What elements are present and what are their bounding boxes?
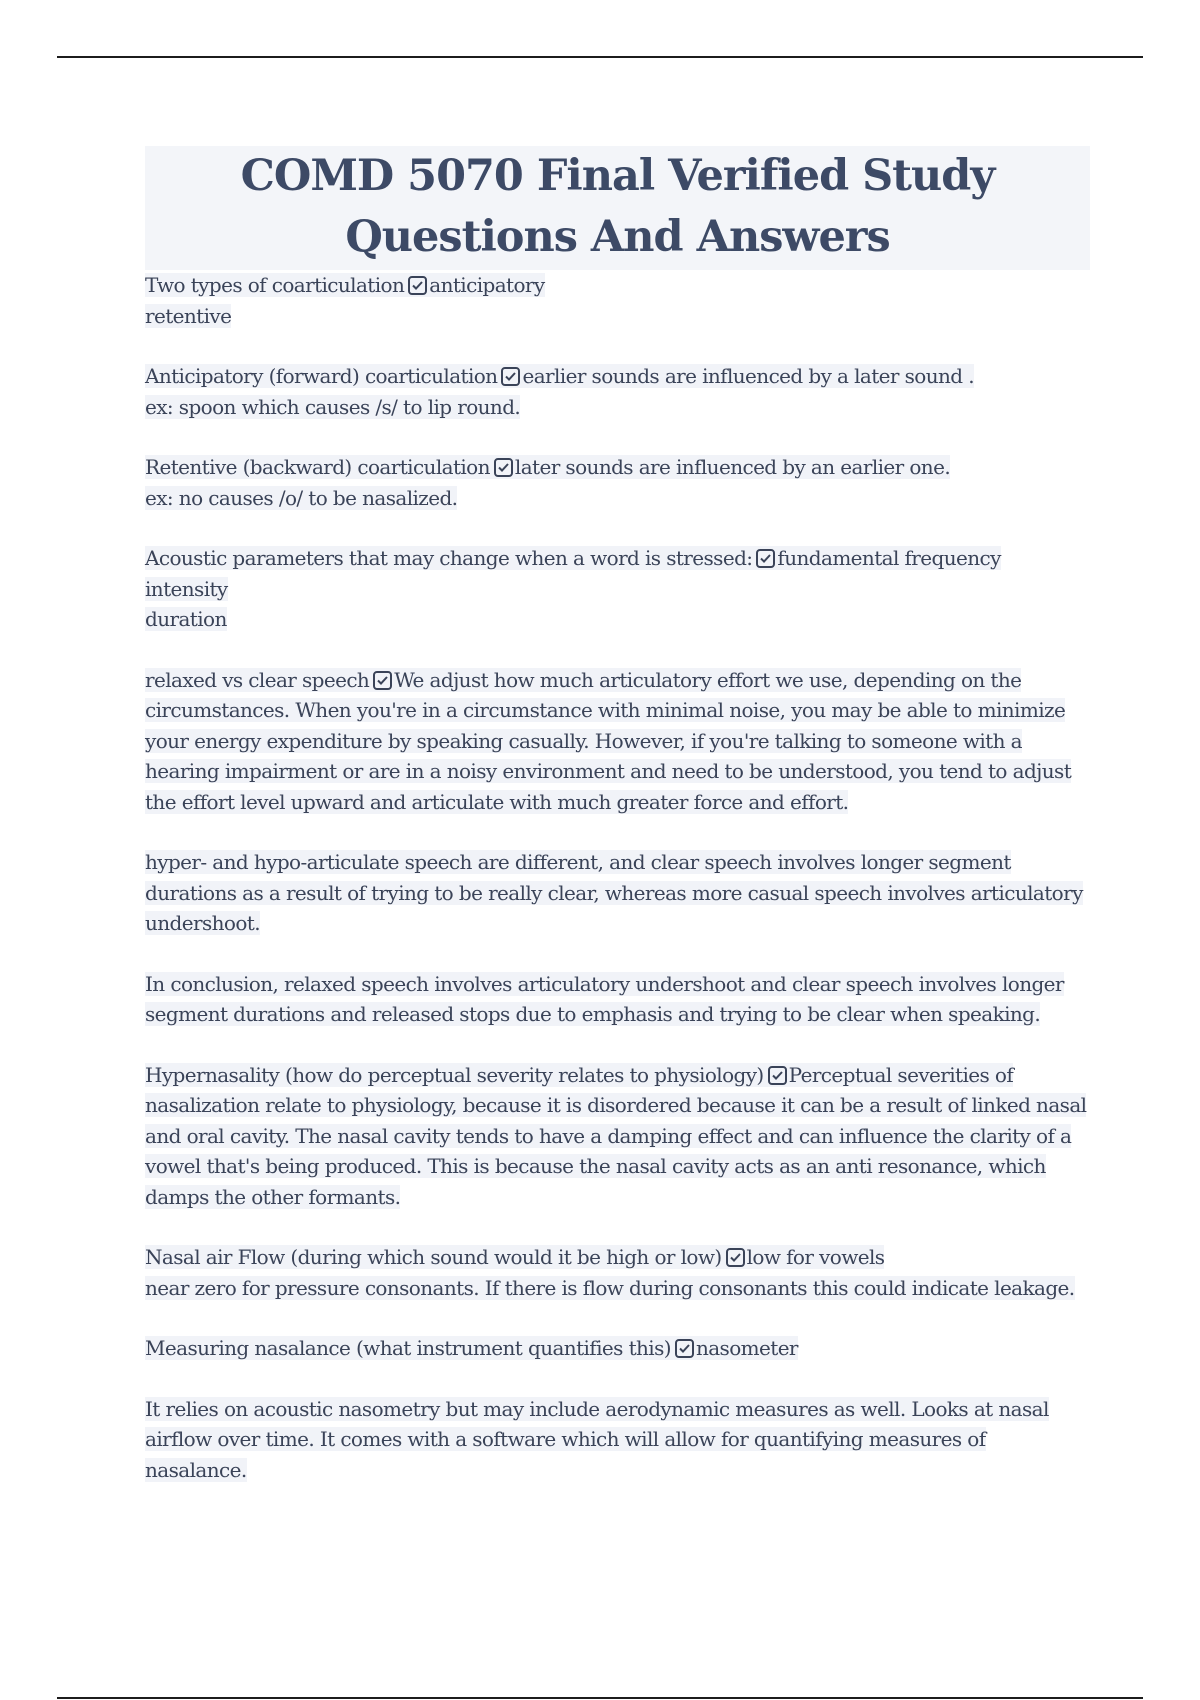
checkbox-checked-icon <box>756 549 775 568</box>
question-text: Acoustic parameters that may change when a word is stressed: <box>145 546 753 570</box>
question-text: Measuring nasalance (what instrument quantifies this) <box>145 1336 671 1360</box>
qa-item <box>145 1333 1090 1364</box>
checkbox-checked-icon <box>726 1248 745 1267</box>
qa-item <box>145 452 1090 513</box>
bottom-rule <box>57 1697 1143 1699</box>
answer-text: In conclusion, relaxed speech involves articulatory undershoot and clear speech involves longer segment durations and released stops due to emphasis and trying to be clear when speaking. <box>145 971 1064 1026</box>
top-rule <box>57 56 1143 58</box>
answer-text: hyper- and hypo-articulate speech are different, and clear speech involves longer segment durations as a result of trying to be really clear, whereas more casual speech involves articulatory undershoot. <box>145 850 1083 935</box>
answer-text: We adjust how much articulatory effort we use, depending on the circumstances. When you're in a circumstance with minimal noise, you may be able to minimize your energy expenditure by speaking casually. However, if you're talking to someone with a hearing impairment or are in a noisy environment and need to be understood, you tend to adjust the effort level upward and articulate with much greater force and effort. <box>145 667 1072 814</box>
answer-text: fundamental frequency <box>777 546 1001 570</box>
answer-text: retentive <box>145 303 232 328</box>
document-body <box>145 146 1090 1485</box>
checkbox-checked-icon <box>675 1339 694 1358</box>
question-text: Two types of coarticulation <box>145 273 405 297</box>
qa-item <box>145 1060 1090 1213</box>
question-text: Hypernasality (how do perceptual severity relates to physiology) <box>145 1062 764 1087</box>
checkbox-checked-icon <box>501 367 520 386</box>
answer-text: ex: no causes /o/ to be nasalized. <box>145 485 458 510</box>
answer-text: It relies on acoustic nasometry but may include aerodynamic measures as well. Looks at nasal airflow over time. It comes with a software which will allow for quantifying measures of nasalance. <box>145 1396 1049 1482</box>
checkbox-checked-icon <box>408 276 427 295</box>
answer-paragraph <box>145 1394 1090 1486</box>
answer-text: duration <box>145 607 227 631</box>
answer-text: later sounds are influenced by an earlier one. <box>514 455 951 479</box>
checkbox-checked-icon <box>768 1066 787 1085</box>
answer-paragraph <box>145 847 1090 939</box>
answer-text: anticipatory <box>429 273 545 297</box>
answer-text: nasometer <box>695 1336 798 1360</box>
qa-item <box>145 543 1090 635</box>
answer-text: Perceptual severities of nasalization relate to physiology, because it is disordered because it can be a result of linked nasal and oral cavity. The nasal cavity tends to have a damping effect and can influence the clarity of a vowel that's being produced. This is because the nasal cavity acts as an anti resonance, which damps the other formants. <box>145 1062 1087 1209</box>
question-text: Retentive (backward) coarticulation <box>145 455 490 479</box>
qa-item <box>145 665 1090 818</box>
answer-text: near zero for pressure consonants. If there is flow during consonants this could indicate leakage. <box>145 1275 1075 1300</box>
question-text: relaxed vs clear speech <box>145 667 370 692</box>
checkbox-checked-icon <box>494 458 513 477</box>
document-title: COMD 5070 Final Verified Study Questions And Answers <box>145 146 1090 270</box>
checkbox-checked-icon <box>373 671 392 690</box>
answer-text: intensity <box>145 576 228 601</box>
answer-text: low for vowels <box>746 1245 885 1269</box>
answer-text: ex: spoon which causes /s/ to lip round. <box>145 394 521 419</box>
answer-text: earlier sounds are influenced by a later sound . <box>522 364 975 388</box>
question-text: Nasal air Flow (during which sound would it be high or low) <box>145 1245 722 1269</box>
qa-item <box>145 270 1090 331</box>
answer-paragraph <box>145 969 1090 1030</box>
qa-item <box>145 361 1090 422</box>
qa-item <box>145 1242 1090 1303</box>
question-text: Anticipatory (forward) coarticulation <box>145 364 498 388</box>
